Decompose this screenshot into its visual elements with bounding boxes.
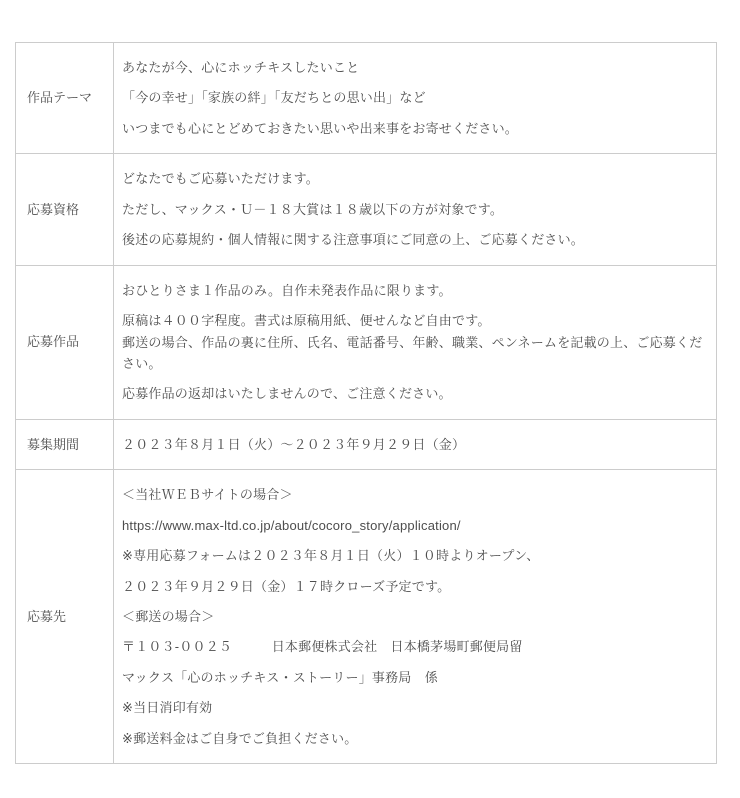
content-paragraph: ＜郵送の場合＞ — [122, 609, 215, 624]
content-paragraph: ＜当社ＷＥＢサイトの場合＞ — [122, 487, 293, 503]
content-paragraph: あなたが今、心にホッチキスしたいこと — [122, 60, 360, 75]
table-row — [16, 154, 717, 265]
row-label: 応募先 — [16, 470, 114, 764]
application-info-table — [15, 42, 717, 764]
content-paragraph: 〒１０３-００２５ 日本郵便株式会社 日本橋茅場町郵便局留 — [122, 639, 523, 655]
row-content — [114, 419, 717, 469]
content-paragraph: ２０２３年９月２９日（金）１７時クローズ予定です。 — [122, 578, 451, 594]
content-paragraph: https://www.max-ltd.co.jp/about/cocoro_story/application/ — [122, 517, 461, 533]
content-paragraph: 原稿は４００字程度。書式は原稿用紙、便せんなど自由です。 郵送の場合、作品の裏に住所、氏名、電話番号、年齢、職業、ペンネームを記載の上、ご応募ください。 — [122, 313, 703, 371]
content-paragraph: どなたでもご応募いただけます。 — [122, 171, 319, 187]
row-content — [114, 154, 717, 265]
content-paragraph: いつまでも心にとどめておきたい思いや出来事をお寄せください。 — [122, 120, 519, 136]
row-content — [114, 265, 717, 419]
row-content — [114, 470, 717, 764]
table-row — [16, 470, 717, 764]
row-label: 応募資格 — [16, 154, 114, 265]
row-content — [114, 43, 717, 154]
table-row — [16, 43, 717, 154]
content-paragraph: ただし、マックス・Ｕ－１８大賞は１８歳以下の方が対象です。 — [122, 201, 504, 217]
content-paragraph: ２０２３年８月１日（火）～２０２３年９月２９日（金） — [122, 436, 466, 452]
content-paragraph: おひとりさま１作品のみ。自作未発表作品に限ります。 — [122, 282, 452, 298]
content-paragraph: ※郵送料金はご自身でご負担ください。 — [122, 730, 358, 746]
table-row — [16, 419, 717, 469]
row-label: 応募作品 — [16, 265, 114, 419]
table-row — [16, 265, 717, 419]
content-paragraph: 後述の応募規約・個人情報に関する注意事項にご同意の上、ご応募ください。 — [122, 232, 585, 248]
content-paragraph: ※専用応募フォームは２０２３年８月１日（火）１０時よりオープン、 — [122, 548, 540, 564]
content-paragraph: 応募作品の返却はいたしませんので、ご注意ください。 — [122, 386, 452, 402]
application-info-table-body — [16, 43, 717, 764]
row-label: 募集期間 — [16, 419, 114, 469]
content-paragraph: マックス「心のホッチキス・ストーリー」事務局 係 — [122, 669, 438, 685]
content-paragraph: ※当日消印有効 — [122, 700, 213, 716]
row-label: 作品テーマ — [16, 43, 114, 154]
content-paragraph: 「今の幸せ」「家族の絆」「友だちとの思い出」など — [122, 90, 426, 106]
